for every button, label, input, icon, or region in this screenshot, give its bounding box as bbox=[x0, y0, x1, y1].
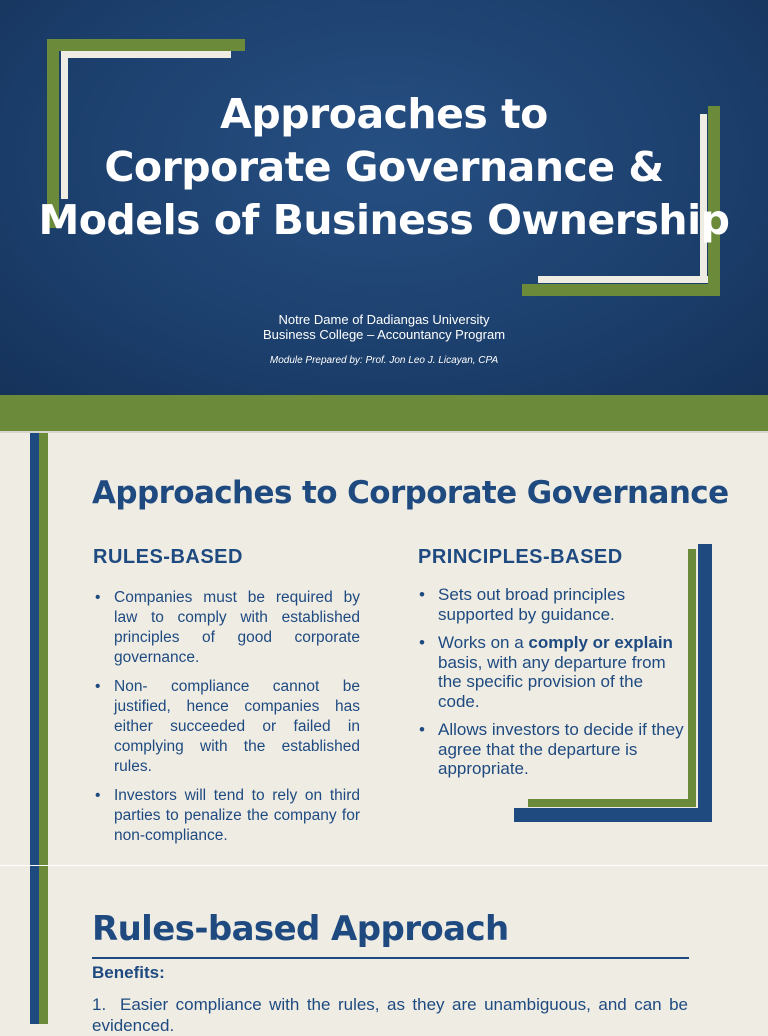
program-name: Business College – Accountancy Program bbox=[262, 327, 506, 342]
numbered-list-item bbox=[92, 994, 688, 1036]
list-item-emphasis: comply or explain bbox=[528, 633, 673, 652]
slide-title-line: Models of Business Ownership bbox=[38, 196, 730, 244]
prepared-by: Module Prepared by: Prof. Jon Leo J. Licayan, CPA bbox=[269, 355, 499, 366]
rules-based-heading: RULES-BASED bbox=[93, 546, 243, 568]
slide-divider bbox=[0, 865, 768, 866]
decorative-frame bbox=[514, 808, 712, 822]
slide-title: Approaches to Corporate Governance bbox=[92, 475, 729, 511]
list-item-text: basis, with any departure from the specific provision of the code. bbox=[438, 652, 666, 711]
accent-bar bbox=[39, 433, 48, 865]
decorative-frame bbox=[538, 276, 708, 283]
principles-based-heading: PRINCIPLES-BASED bbox=[418, 546, 623, 568]
slide-title: Rules-based Approach bbox=[92, 909, 509, 949]
slide-footer-band bbox=[0, 395, 768, 431]
list-item-text: Works on a bbox=[438, 633, 529, 652]
list-number: 1. bbox=[92, 995, 107, 1014]
list-item: • Non- compliance cannot be justified, hence companies has either succeeded or failed in complying with the established rules. bbox=[92, 677, 360, 777]
decorative-frame bbox=[47, 39, 245, 51]
list-item bbox=[416, 633, 686, 711]
slide-title-line: Approaches to bbox=[220, 90, 548, 138]
slide-divider bbox=[0, 431, 768, 433]
slide-title bbox=[0, 88, 768, 247]
slide-title-line: Corporate Governance & bbox=[104, 143, 664, 191]
subtitle bbox=[0, 312, 768, 342]
institution-name: Notre Dame of Dadiangas University bbox=[278, 312, 490, 327]
list-item: • Companies must be required by law to comply with established principles of good corporate governance. bbox=[92, 588, 360, 668]
list-item: • Allows investors to decide if they agree that the departure is appropriate. bbox=[416, 720, 686, 779]
title-underline bbox=[92, 957, 689, 959]
list-item: • Sets out broad principles supported by guidance. bbox=[416, 585, 686, 624]
title-slide bbox=[0, 0, 768, 395]
accent-bar bbox=[30, 866, 39, 1024]
principles-based-list bbox=[416, 585, 686, 788]
decorative-frame bbox=[522, 284, 720, 296]
decorative-frame bbox=[688, 549, 696, 805]
decorative-frame bbox=[698, 544, 712, 822]
list-item: • Investors will tend to rely on third parties to penalize the company for non-compliance. bbox=[92, 786, 360, 846]
benefits-label: Benefits: bbox=[92, 963, 165, 982]
accent-bar bbox=[39, 866, 48, 1024]
rules-based-list bbox=[92, 588, 360, 855]
accent-bar bbox=[30, 433, 39, 865]
decorative-frame bbox=[528, 799, 696, 807]
list-item-text: Easier compliance with the rules, as they are unambiguous, and can be evidenced. bbox=[92, 995, 688, 1035]
decorative-frame bbox=[61, 51, 231, 58]
